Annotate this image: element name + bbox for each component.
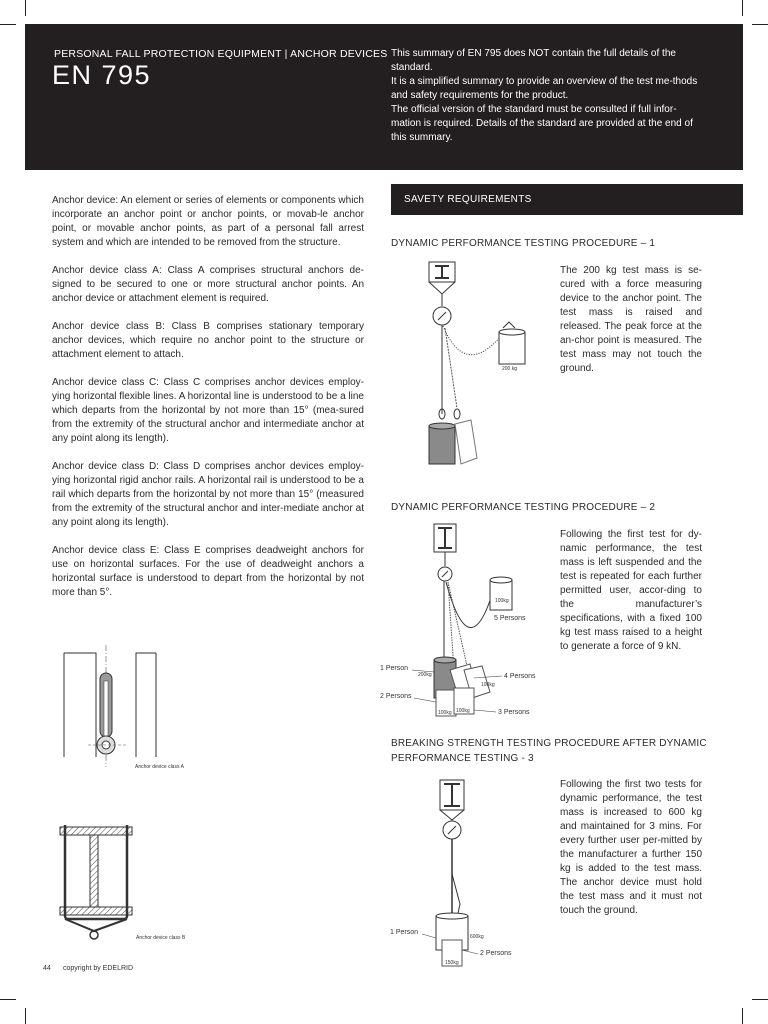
summary-line: This summary of EN 795 does NOT contain the full details of the standard. [391,48,676,73]
definition-class-b: Anchor device class B: Class B comprises stationary temporary anchor devices, which require no anchor point to the structure or attachment element to attach. [52,321,364,360]
class-b-figure [58,825,258,945]
safety-requirements-label: SAVETY REQUIREMENTS [404,194,532,205]
procedure-2-label: 100kg [438,710,452,716]
procedure-2-label: 100kg [495,598,509,604]
procedure-3-label: 2 Persons [480,950,512,957]
procedure-2-text: Following the first test for dy-namic performance, the test mass is left suspended and the test is repeated for each further permitted user, accor-ding to the manufacturer’s specifications, with a fixed 100 kg test mass raised to a height to generate a force of 9 kN. [560,529,702,652]
procedure-2-label: 1 Person [380,665,409,672]
procedure-1-title: DYNAMIC PERFORMANCE TESTING PROCEDURE – 1 [391,238,656,249]
procedure-2-label: 4 Persons [504,673,536,680]
crop-mark [742,0,743,16]
procedure-3-text: Following the first two tests for dynamic performance, the test mass is increased to 600 kg and maintained for 3 mins. For every further user per-mitted by the manufacturer a further 150 kg is added to the test mass. The anchor device must hold the test mass and it must not touch the ground. [560,779,702,916]
page-number: 44 [43,965,51,972]
procedure-3-label: 1 Person [390,929,419,936]
safety-requirements-bar [391,184,743,215]
procedure-3-diagram [388,774,528,974]
procedure-1-diagram [405,258,555,470]
procedure-2-label: 200kg [418,672,432,678]
standard-summary [391,47,703,145]
procedure-1-text: The 200 kg test mass is se-cured with a force measuring device to the anchor point. The test mass is raised and released. The peak force at the an-chor point is measured. The test mass may not touch the ground. [560,265,702,374]
definition-class-d: Anchor device class D: Class D comprises anchor devices employ-ying horizontal rigid anchor rails. A horizontal rail is understood to be a rail which departs from the horizontal by not more than 15° (measured from the extremity of the structural anchor and inter-mediate anchor at any point along its length). [52,461,364,528]
crop-mark [25,1008,26,1024]
standard-code: EN 795 [52,60,152,90]
procedure-2-label: 100kg [456,708,470,714]
page-header [25,24,743,170]
definitions-column [52,194,364,614]
summary-line: It is a simplified summary to provide an overview of the test me-thods and safety requirements for the product. [391,76,698,101]
class-a-caption: Anchor device class A [135,764,184,770]
procedure-2-title: DYNAMIC PERFORMANCE TESTING PROCEDURE – 2 [391,502,656,513]
crop-mark [752,24,768,25]
section-kicker: PERSONAL FALL PROTECTION EQUIPMENT | ANCHOR DEVICES [54,48,388,60]
procedure-1-mass-label: 200 kg [502,366,518,372]
procedure-2-label: 5 Persons [494,615,526,622]
procedure-2-diagram [378,520,558,720]
definition-class-c: Anchor device class C: Class C comprises anchor devices employ-ying horizontal flexible lines. A horizontal line is understood to be a line which departs from the horizontal by not more than 15° (mea-sured from the extremity of the structural anchor and intermediate anchor at any point along its length). [52,377,364,444]
procedure-2-label: 2 Persons [380,693,412,700]
definition-class-a: Anchor device class A: Class A comprises structural anchors de-signed to be secured to one or more structural anchor points. An anchor device or attachment element is required. [52,265,364,304]
definition-anchor-device: Anchor device: An element or series of elements or components which incorporate an anchor point or anchor points, or movab-le anchor point, or movable anchor points, as part of a personal fall arrest system and which are intended to be removed from the structure. [52,195,364,248]
crop-mark [0,999,16,1000]
procedure-3-label: 150kg [445,960,459,966]
crop-mark [752,999,768,1000]
procedure-2-label: 3 Persons [498,709,530,716]
procedure-2-label: 100kg [481,682,495,688]
crop-mark [0,24,16,25]
crop-mark [25,0,26,16]
class-a-figure [60,645,300,775]
procedure-3-label: 600kg [470,934,484,940]
definition-class-e: Anchor device class E: Class E comprises deadweight anchors for use on horizontal surfaces. For the use of deadweight anchors a horizontal surface is understood to depart from the horizontal by not more than 5°. [52,545,364,598]
procedure-3-title: BREAKING STRENGTH TESTING PROCEDURE AFTER DYNAMIC PERFORMANCE TESTING - 3 [391,738,707,764]
copyright-notice: copyright by EDELRID [63,965,134,972]
summary-line: The official version of the standard must be consulted if full infor-mation is required. Details of the standard are provided at the end of this summary. [391,104,693,143]
crop-mark [742,1008,743,1024]
class-b-caption: Anchor device class B [136,935,186,941]
